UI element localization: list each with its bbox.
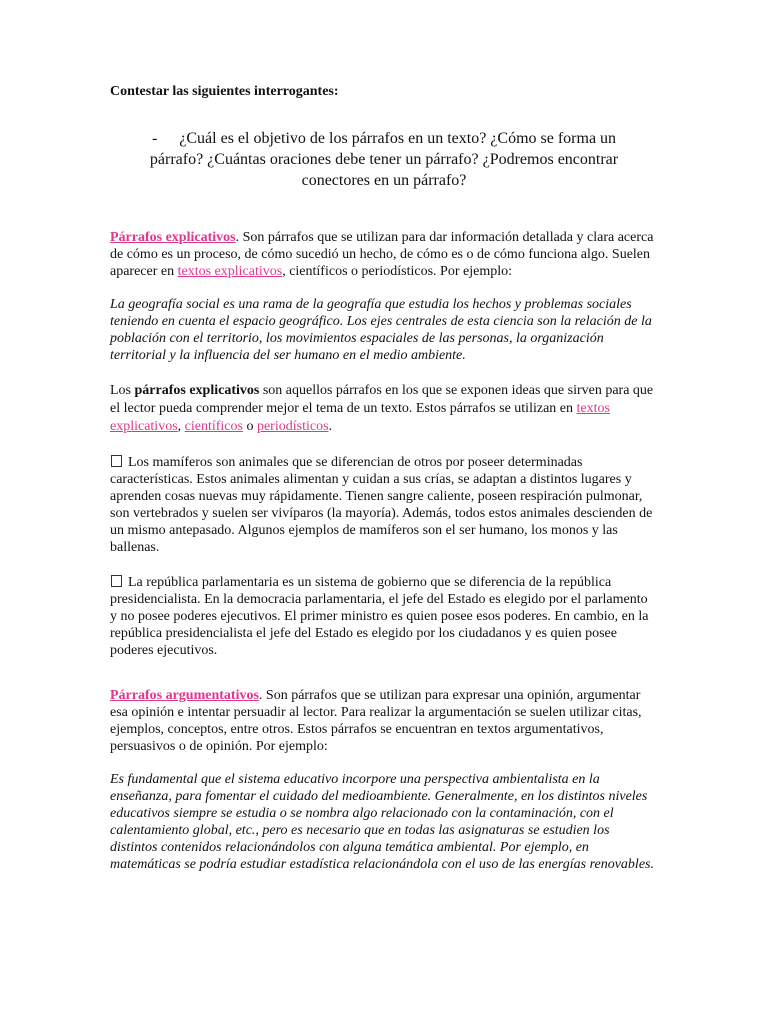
definition-sep-1: , xyxy=(177,419,185,434)
checkbox-bullet-icon xyxy=(111,455,122,467)
explicativos-title-link[interactable]: Párrafos explicativos xyxy=(110,230,236,245)
definition-text-a: Los xyxy=(110,383,135,398)
explicativos-intro-text-a: . Son párrafos que se utilizan para dar información detallada y clara acerca de cómo es un proceso, de cómo sucedió un hecho, de cómo es o de cómo funciona algo. Suelen aparecer en xyxy=(110,230,654,279)
explicativos-example: La geografía social es una rama de la geografía que estudia los hechos y problemas sociales teniendo en cuenta el espacio geográfico. Los ejes centrales de esta ciencia son la relación de la población con el territorio, los movimientos espaciales de las personas, la organización territorial y la influencia del ser humano en el medio ambiente. xyxy=(110,297,652,363)
argumentativos-intro-text: . Son párrafos que se utilizan para expresar una opinión, argumentar esa opinión e intentar persuadir al lector. Para realizar la argumentación se suelen utilizar citas, ejemplos, conceptos, entre otros. Estos párrafos se encuentran en textos argumentativos, persuasivos o de opinión. Por ejemplo: xyxy=(110,688,642,754)
textos-explicativos-link[interactable]: textos explicativos xyxy=(177,264,283,279)
bullet-mamiferos-text: Los mamíferos son animales que se diferencian de otros por poseer determinadas características. Estos animales alimentan y cuidan a sus crías, se adaptan a distintos lugares y aprenden cosas nuevas muy rápidamente. Tienen sangre caliente, poseen respiración pulmonar, son vertebrados y suelen ser vivíparos (la mayoría). Además, todos estos animales descienden de un mismo antepasado. Algunos ejemplos de mamíferos son el ser humano, los monos y las ballenas. xyxy=(110,455,653,555)
argumentativos-title-link[interactable]: Párrafos argumentativos xyxy=(110,688,259,703)
instructions-heading: Contestar las siguientes interrogantes: xyxy=(110,84,339,99)
argumentativos-example: Es fundamental que el sistema educativo incorpore una perspectiva ambientalista en la enseñanza, para fomentar el cuidado del medioambiente. Generalmente, en los distintos niveles educativos siempre se estudia o se nombra algo relacionado con la contaminación, con el calentamiento global, etc., pero es necesario que en todas las asignaturas se estudien los distintos contenidos relacionándolos con alguna temática ambiental. Por ejemplo, en matemáticas se podría estudiar estadística relacionándola con el uso de las energías renovables. xyxy=(110,772,654,872)
explicativos-intro xyxy=(110,229,658,280)
definition-bold: párrafos explicativos xyxy=(134,383,260,398)
questions-block xyxy=(132,128,636,191)
definition-sep-2: o xyxy=(242,419,257,434)
bullet-mamiferos xyxy=(110,454,658,556)
definition-end: . xyxy=(328,419,333,434)
checkbox-bullet-icon xyxy=(111,575,122,587)
textos-explicativos-link-2[interactable]: textos explicativos xyxy=(110,401,610,434)
bullet-republica xyxy=(110,574,658,659)
cientificos-link[interactable]: científicos xyxy=(184,419,243,434)
explicativos-definition xyxy=(110,382,658,436)
questions-text: ¿Cuál es el objetivo de los párrafos en un texto? ¿Cómo se forma un párrafo? ¿Cuántas oraciones debe tener un párrafo? ¿Podremos encontrar conectores en un párrafo? xyxy=(149,130,619,189)
list-dash: - xyxy=(151,130,158,147)
argumentativos-intro xyxy=(110,687,658,755)
periodisticos-link[interactable]: periodísticos xyxy=(256,419,329,434)
explicativos-intro-text-b: , científicos o periodísticos. Por ejemplo: xyxy=(282,264,512,279)
definition-text-b: son aquellos párrafos en los que se exponen ideas que sirven para que el lector pueda comprender mejor el tema de un texto. Estos párrafos se utilizan en xyxy=(110,383,654,416)
bullet-republica-text: La república parlamentaria es un sistema de gobierno que se diferencia de la república presidencialista. En la democracia parlamentaria, el jefe del Estado es elegido por el parlamento y no posee poderes ejecutivos. El primer ministro es quien posee esos poderes. En cambio, en la república presidencialista el jefe del Estado es elegido por los ciudadanos y es quien posee poderes ejecutivos. xyxy=(110,575,649,658)
